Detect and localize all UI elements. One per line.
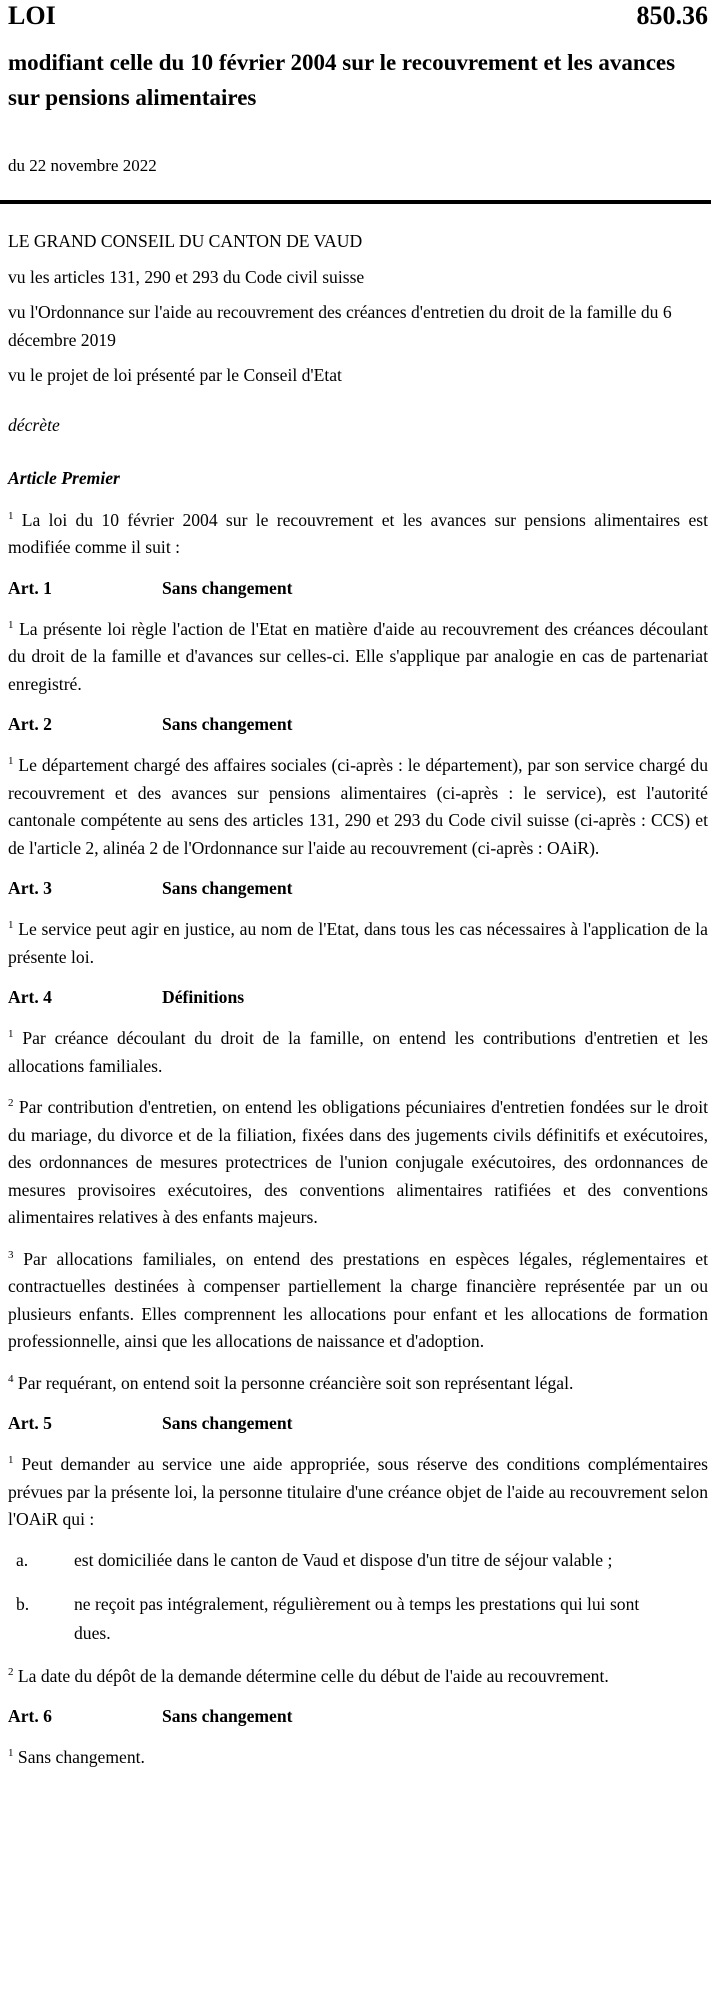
alinea-number: 1 [8, 755, 14, 768]
list-item-label: a. [16, 1549, 29, 1570]
enumeration-list [8, 1546, 708, 1648]
alinea-number: 1 [8, 1747, 14, 1760]
article-premier-text: $^1$ La loi du 10 février 2004 sur le recouvrement et les avances sur pensions alimentaires est modifiée comme il suit : [8, 509, 708, 557]
alinea-body: Par requérant, on entend soit la personne créancière soit son représentant légal. [17, 1372, 574, 1393]
preamble [8, 228, 708, 390]
alinea-text [8, 1451, 708, 1534]
article-title: Sans changement [162, 1706, 293, 1726]
alinea-body: Le département chargé des affaires sociales (ci-après : le département), par son service chargé du recouvrement et des avances sur pensions alimentaires (ci-après : le service), est l'autorité cantonale compétente au sens des articles 131, 290 et 293 du Code civil suisse (ci-après : CCS) et de l'article 2, alinéa 2 de l'Ordonnance sur l'aide au recouvrement (ci-après : OAiR). [8, 755, 708, 858]
article-number: Art. 1 [8, 577, 52, 598]
alinea-number: 2 [8, 1665, 14, 1678]
alinea-number: 1 [8, 919, 14, 932]
alinea-text [8, 1246, 708, 1356]
alinea-text [8, 1744, 708, 1772]
alinea-body: Par allocations familiales, on entend des prestations en espèces légales, réglementaires et contractuelles destinées à compenser partiellement la charge financière représentée par un ou plusieurs enfants. Elles comprennent les allocations pour enfant et les allocations de formation professionnelle, ainsi que les allocations de naissance et d'adoption. [8, 1248, 708, 1351]
alinea-text [8, 916, 708, 971]
alinea-number: 1 [8, 1454, 14, 1467]
article-heading [8, 875, 708, 902]
article-heading [8, 1410, 708, 1437]
authority: LE GRAND CONSEIL DU CANTON DE VAUD [8, 231, 363, 251]
alinea-number: 3 [8, 1248, 14, 1261]
alinea-number: 2 [8, 1097, 14, 1110]
article-title: Sans changement [162, 878, 293, 898]
doc-type: LOI [8, 1, 56, 30]
alinea-text [8, 1370, 708, 1398]
article-number: Art. 3 [8, 878, 52, 898]
alinea-number: 1 [8, 1028, 14, 1041]
article-number: Art. 6 [8, 1706, 52, 1726]
alinea-text [8, 752, 708, 862]
article-heading [8, 575, 708, 602]
list-item-text: ne reçoit pas intégralement, régulièrement ou à temps les prestations qui lui sont dues. [74, 1593, 640, 1643]
alinea-number: 1 [8, 618, 14, 631]
list-item [8, 1590, 708, 1648]
article-number: Art. 2 [8, 714, 52, 734]
alinea-number: 1 [8, 509, 14, 522]
article-number: Art. 4 [8, 987, 52, 1007]
alinea-number: 4 [8, 1372, 14, 1385]
alinea-body: Peut demander au service une aide appropriée, sous réserve des conditions complémentaires prévues par la présente loi, la personne titulaire d'une créance objet de l'aide au recouvrement selon l'OAiR qui : [8, 1454, 708, 1529]
document-title: modifiant celle du 10 février 2004 sur le recouvrement et les avances sur pensions alimentaires [8, 50, 676, 110]
alinea-body: La présente loi règle l'action de l'Etat en matière d'aide au recouvrement des créances découlant du droit de la famille et d'avances sur celles-ci. Elle s'applique par analogie en cas de partenariat enregistré. [8, 618, 709, 694]
list-item-text: est domiciliée dans le canton de Vaud et dispose d'un titre de séjour valable ; [74, 1549, 613, 1570]
alinea-text [8, 1025, 708, 1080]
preamble-line: vu l'Ordonnance sur l'aide au recouvrement des créances d'entretien du droit de la famille du 6 décembre 2019 [8, 302, 672, 350]
document-header [8, 0, 708, 32]
decree-word: décrète [8, 414, 60, 435]
article-title: Sans changement [162, 577, 293, 598]
alinea-body: Par contribution d'entretien, on entend les obligations pécuniaires d'entretien fondées sur le droit du mariage, du divorce et de la filiation, fixées dans des jugements civils définitifs et exécutoires, des ordonnances de mesures protectrices de l'union conjugale exécutoires, des ordonnances de mesures provisoires exécutoires, des conventions alimentaires ratifiées et des conventions alimentaires relatives à des enfants majeurs. [8, 1097, 708, 1227]
alinea-body: La date du dépôt de la demande détermine celle du début de l'aide au recouvrement. [17, 1665, 609, 1686]
alinea-text [8, 1094, 708, 1232]
alinea-body: Sans changement. [17, 1747, 145, 1767]
article-heading [8, 711, 708, 738]
article-heading [8, 1703, 708, 1730]
article-heading [8, 984, 708, 1011]
article-title: Définitions [162, 987, 245, 1007]
alinea-body: Le service peut agir en justice, au nom de l'Etat, dans tous les cas nécessaires à l'application de la présente loi. [8, 919, 708, 967]
document-date: du 22 novembre 2022 [8, 156, 157, 175]
article-number: Art. 5 [8, 1413, 52, 1433]
alinea-body: Par créance découlant du droit de la famille, on entend les contributions d'entretien et les allocations familiales. [8, 1028, 709, 1076]
article-title: Sans changement [162, 1413, 293, 1433]
articles-list [8, 575, 708, 1772]
doc-number: 850.36 [636, 1, 708, 30]
article-title: Sans changement [162, 714, 293, 734]
list-item-label: b. [16, 1593, 30, 1614]
list-item [8, 1546, 708, 1575]
alinea-text [8, 616, 708, 699]
preamble-line: vu les articles 131, 290 et 293 du Code civil suisse [8, 266, 365, 287]
preamble-line: vu le projet de loi présenté par le Conseil d'Etat [8, 365, 342, 385]
header-divider [0, 200, 711, 204]
alinea-text [8, 1663, 708, 1691]
article-premier-heading: Article Premier [8, 468, 120, 488]
